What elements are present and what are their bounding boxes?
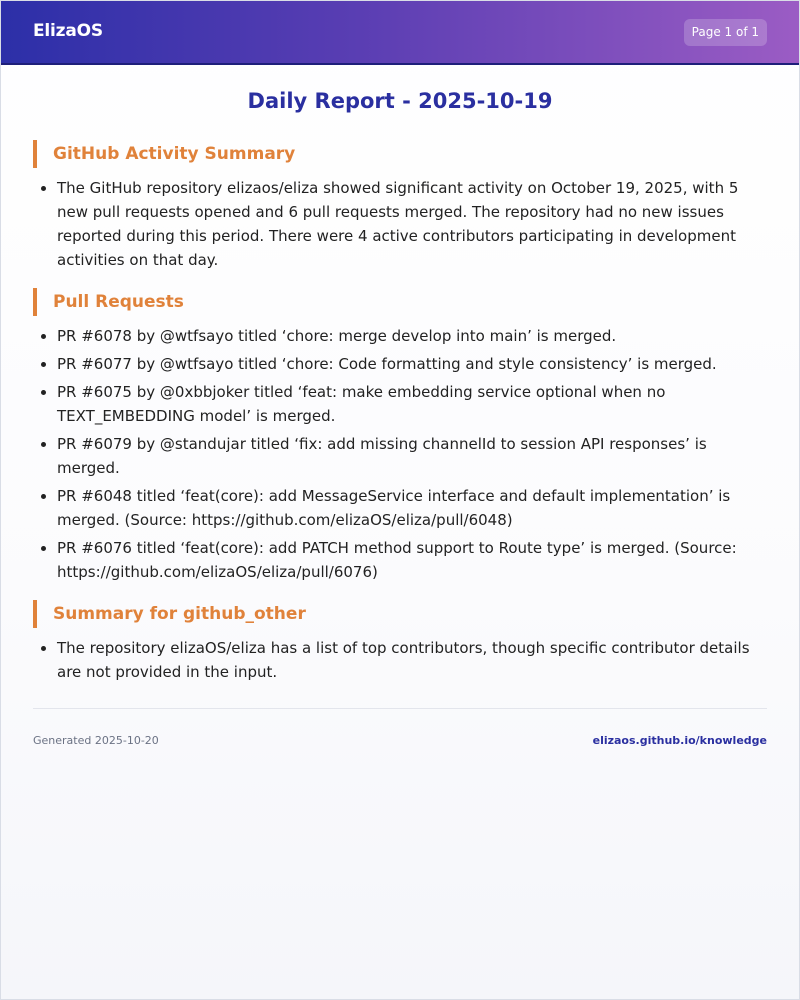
list-item: • PR #6079 by @standujar titled ‘fix: add missing channelId to session API responses’ is merged. bbox=[57, 432, 767, 480]
list-item: • PR #6075 by @0xbbjoker titled ‘feat: make embedding service optional when no TEXT_EMBEDDING model’ is merged. bbox=[57, 380, 767, 428]
list-item: • PR #6077 by @wtfsayo titled ‘chore: Code formatting and style consistency’ is merged. bbox=[57, 352, 767, 376]
header-bar bbox=[1, 1, 799, 65]
bullet-list bbox=[33, 324, 767, 584]
section-heading: GitHub Activity Summary bbox=[33, 140, 767, 168]
generated-date: Generated 2025-10-20 bbox=[33, 734, 159, 747]
report-content bbox=[33, 140, 767, 700]
list-item: • The repository elizaOS/eliza has a list of top contributors, though specific contributor details are not provided in the input. bbox=[57, 636, 767, 684]
page-indicator-badge: Page 1 of 1 bbox=[684, 19, 767, 46]
section-summary-github-other bbox=[33, 600, 767, 684]
section-pull-requests bbox=[33, 288, 767, 584]
knowledge-link[interactable]: elizaos.github.io/knowledge bbox=[592, 734, 767, 747]
list-item: • The GitHub repository elizaos/eliza showed significant activity on October 19, 2025, with 5 new pull requests opened and 6 pull requests merged. The repository had no new issues reported during this period. There were 4 active contributors participating in development activities on that day. bbox=[57, 176, 767, 272]
list-item: • PR #6076 titled ‘feat(core): add PATCH method support to Route type’ is merged. (Source: https://github.com/elizaOS/eliza/pull/6076) bbox=[57, 536, 767, 584]
list-item: • PR #6048 titled ‘feat(core): add MessageService interface and default implementation’ is merged. (Source: https://github.com/elizaOS/eliza/pull/6048) bbox=[57, 484, 767, 532]
section-heading: Summary for github_other bbox=[33, 600, 767, 628]
bullet-list bbox=[33, 636, 767, 684]
report-title: Daily Report - 2025-10-19 bbox=[247, 89, 553, 113]
footer-divider bbox=[33, 708, 767, 709]
section-heading: Pull Requests bbox=[33, 288, 767, 316]
list-item: • PR #6078 by @wtfsayo titled ‘chore: merge develop into main’ is merged. bbox=[57, 324, 767, 348]
section-github-activity-summary bbox=[33, 140, 767, 272]
brand-logo-text[interactable]: ElizaOS bbox=[33, 21, 103, 41]
bullet-list bbox=[33, 176, 767, 272]
